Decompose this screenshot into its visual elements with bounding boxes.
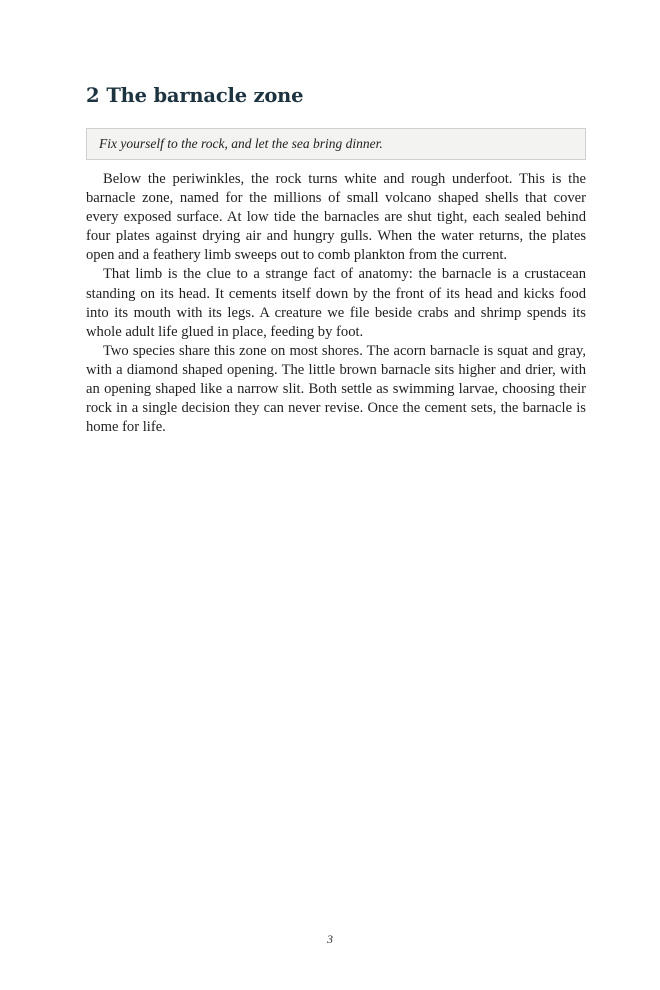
paragraph: Below the periwinkles, the rock turns white and rough underfoot. This is the barnacle zone, named for the millions of small volcano shaped shells that cover every exposed surface. At low tide the barnacles are shut tight, each sealed behind four plates against drying air and hungry gulls. When the water returns, the plates open and a feathery limb sweeps out to comb plankton from the current.: [86, 171, 586, 264]
section-heading: [86, 82, 586, 110]
paragraph: Two species share this zone on most shores. The acorn barnacle is squat and gray, with a diamond shaped opening. The little brown barnacle sits higher and drier, with an opening shaped like a narrow slit. Both settle as swimming larvae, choosing their rock in a single decision they can never revise. Once the cement sets, the barnacle is home for life.: [86, 342, 586, 436]
epigraph-text: Fix yourself to the rock, and let the sea bring dinner.: [99, 136, 383, 151]
page-number: 3: [327, 932, 333, 946]
paragraph: That limb is the clue to a strange fact of anatomy: the barnacle is a crustacean standing on its head. It cements itself down by the front of its head and kicks food into its mouth with its legs. A creature we file beside crabs and shrimp spends its whole adult life glued in place, feeding by foot.: [86, 266, 586, 340]
body-text: [86, 170, 586, 437]
page-content: [86, 82, 586, 437]
section-number: 2: [86, 84, 100, 107]
section-title: The barnacle zone: [106, 84, 304, 107]
epigraph-box: [86, 128, 586, 160]
